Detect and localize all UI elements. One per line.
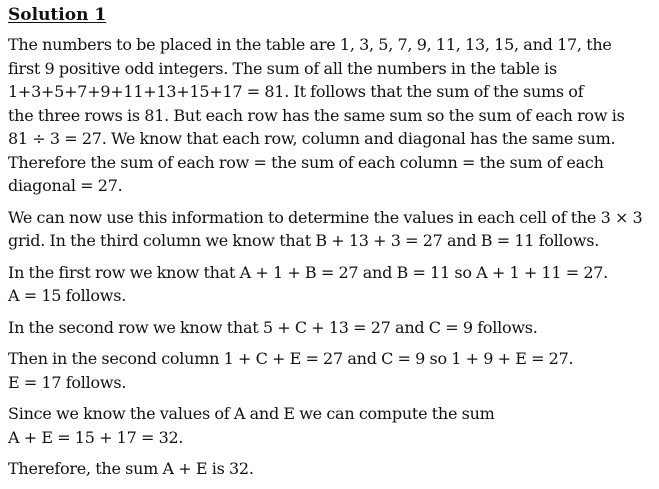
text-line: A = 15 follows.: [8, 286, 127, 305]
text-line: 1+3+5+7+9+11+13+15+17 = 81. It follows that the sum of the sums of: [8, 82, 584, 101]
text-line: We can now use this information to determine the values in each cell of the 3 × 3: [8, 207, 643, 227]
paragraph-third-column: [8, 206, 653, 253]
text-line: E = 17 follows.: [8, 372, 127, 392]
text-line: In the second row we know that 5 + C + 13 = 27 and C = 9 follows.: [8, 317, 538, 337]
paragraph-sum-of-numbers: [8, 33, 653, 198]
text-line: grid. In the third column we know that B + 13 + 3 = 27 and B = 11 follows.: [8, 231, 600, 250]
paragraph-first-row: [8, 261, 653, 308]
text-line: Then in the second column 1 + C + E = 27 and C = 9 so 1 + 9 + E = 27.: [8, 349, 574, 368]
text-line: 81 ÷ 3 = 27. We know that each row, column and diagonal has the same sum.: [8, 129, 616, 148]
paragraph-second-column: [8, 347, 653, 394]
text-line: the three rows is 81. But each row has the same sum so the sum of each row is: [8, 105, 625, 125]
text-line: Since we know the values of A and E we can compute the sum: [8, 404, 495, 423]
text-line: Therefore the sum of each row = the sum of each column = the sum of each: [8, 152, 604, 172]
text-line: first 9 positive odd integers. The sum of all the numbers in the table is: [8, 58, 557, 78]
text-line: The numbers to be placed in the table are 1, 3, 5, 7, 9, 11, 13, 15, and 17, the: [8, 35, 612, 54]
solution-heading: Solution 1: [8, 5, 107, 25]
paragraph-conclusion: [8, 457, 653, 481]
text-line: diagonal = 27.: [8, 176, 123, 195]
paragraph-compute-sum: [8, 402, 653, 449]
text-line: Therefore, the sum A + E is 32.: [8, 459, 254, 478]
paragraph-second-row: [8, 316, 653, 340]
solution-document: [8, 4, 653, 489]
text-line: In the first row we know that A + 1 + B = 27 and B = 11 so A + 1 + 11 = 27.: [8, 262, 609, 282]
text-line: A + E = 15 + 17 = 32.: [8, 427, 184, 447]
